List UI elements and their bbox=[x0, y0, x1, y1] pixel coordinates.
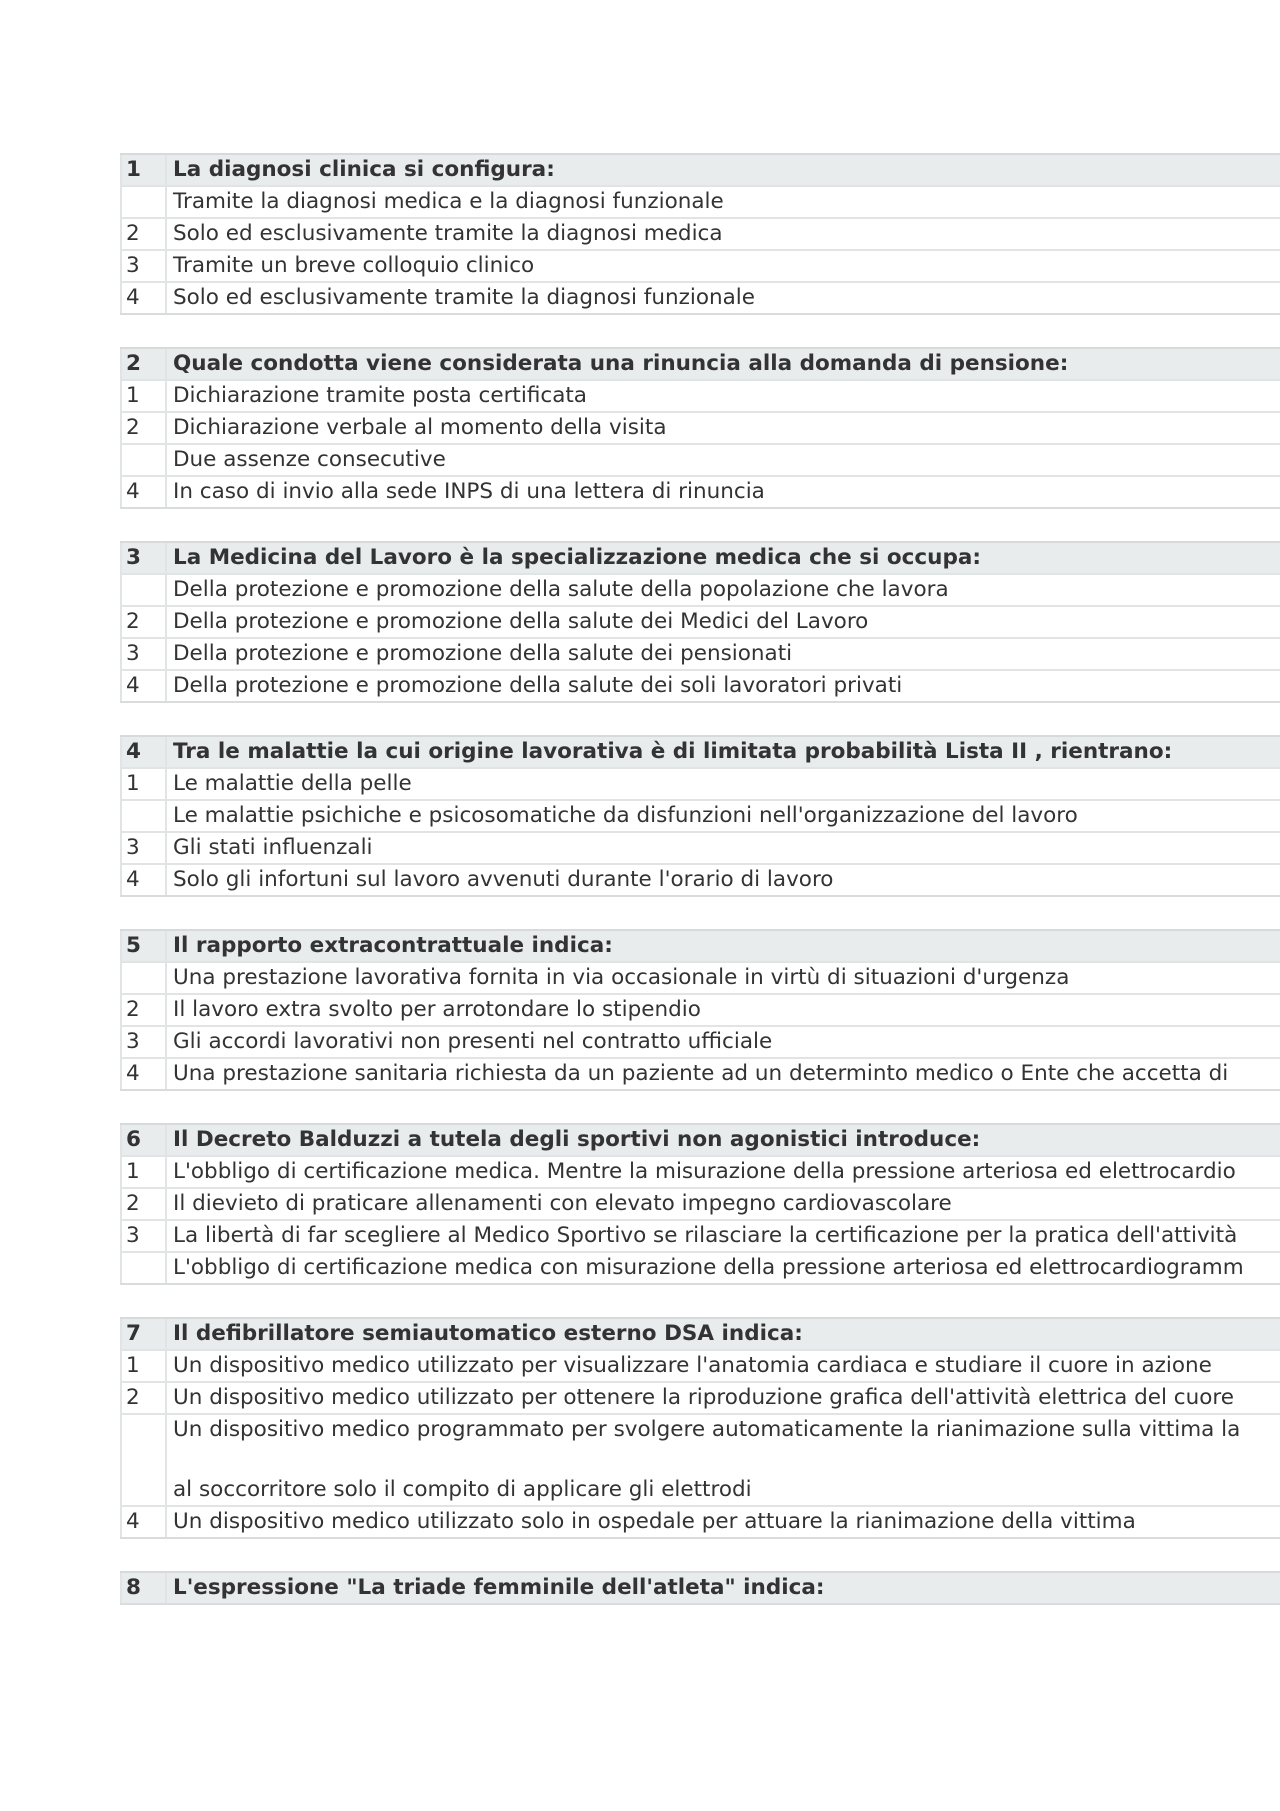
answer-text: Un dispositivo medico utilizzato solo in ospedale per attuare la rianimazione della vittima bbox=[173, 1509, 1136, 1534]
answer-row bbox=[120, 831, 1280, 863]
answer-text: Gli stati influenzali bbox=[173, 835, 373, 860]
answer-row bbox=[120, 1187, 1280, 1219]
block-spacer bbox=[120, 897, 1280, 929]
answer-row bbox=[120, 573, 1280, 605]
question-title: La diagnosi clinica si configura: bbox=[173, 157, 555, 182]
question-title: Tra le malattie la cui origine lavorativa è di limitata probabilità Lista II , rientrano: bbox=[173, 739, 1173, 764]
answer-number bbox=[120, 187, 167, 217]
answer-number: 3 bbox=[120, 639, 167, 669]
question-header bbox=[120, 735, 1280, 767]
answer-number bbox=[120, 963, 167, 993]
question-number: 3 bbox=[120, 543, 167, 573]
answer-row bbox=[120, 637, 1280, 669]
answer-number: 2 bbox=[120, 1383, 167, 1413]
answer-text: Una prestazione lavorativa fornita in via occasionale in virtù di situazioni d'urgenza bbox=[173, 965, 1070, 990]
answer-row bbox=[120, 1381, 1280, 1413]
answer-text: La libertà di far scegliere al Medico Sportivo se rilasciare la certificazione per la pratica dell'attività bbox=[173, 1223, 1238, 1248]
answer-number: 1 bbox=[120, 1351, 167, 1381]
answer-number: 2 bbox=[120, 995, 167, 1025]
answer-text: Una prestazione sanitaria richiesta da un paziente ad un determinto medico o Ente che accetta di bbox=[173, 1061, 1229, 1086]
question-title: Il defibrillatore semiautomatico esterno DSA indica: bbox=[173, 1321, 803, 1346]
answer-row bbox=[120, 961, 1280, 993]
question-header bbox=[120, 1317, 1280, 1349]
answer-number: 3 bbox=[120, 833, 167, 863]
answer-text: Gli accordi lavorativi non presenti nel contratto ufficiale bbox=[173, 1029, 773, 1054]
answer-text: Un dispositivo medico utilizzato per visualizzare l'anatomia cardiaca e studiare il cuore in azione bbox=[173, 1353, 1212, 1378]
answer-text bbox=[167, 1415, 1280, 1505]
answer-text: Il dievieto di praticare allenamenti con elevato impegno cardiovascolare bbox=[173, 1191, 952, 1216]
question-number: 7 bbox=[120, 1319, 167, 1349]
answer-number: 2 bbox=[120, 1189, 167, 1219]
answer-row bbox=[120, 863, 1280, 895]
answer-row bbox=[120, 475, 1280, 507]
block-spacer bbox=[120, 703, 1280, 735]
answer-number: 1 bbox=[120, 381, 167, 411]
answer-number bbox=[120, 575, 167, 605]
answer-number: 4 bbox=[120, 1059, 167, 1089]
answer-number bbox=[120, 1253, 167, 1283]
answer-text: Della protezione e promozione della salute dei Medici del Lavoro bbox=[173, 609, 869, 634]
question-title: L'espressione "La triade femminile dell'atleta" indica: bbox=[173, 1575, 825, 1600]
answer-text: Dichiarazione tramite posta certificata bbox=[173, 383, 587, 408]
question-block-5 bbox=[120, 929, 1280, 1091]
answer-number: 3 bbox=[120, 251, 167, 281]
question-header bbox=[120, 1123, 1280, 1155]
question-number: 4 bbox=[120, 737, 167, 767]
answer-text: L'obbligo di certificazione medica. Mentre la misurazione della pressione arteriosa ed elettrocardio bbox=[173, 1159, 1236, 1184]
block-spacer bbox=[120, 509, 1280, 541]
answer-number: 4 bbox=[120, 283, 167, 313]
answer-row bbox=[120, 1155, 1280, 1187]
answer-row bbox=[120, 605, 1280, 637]
answer-row bbox=[120, 249, 1280, 281]
answer-row bbox=[120, 1025, 1280, 1057]
answer-text-line-2: al soccorritore solo il compito di applicare gli elettrodi bbox=[173, 1477, 752, 1502]
answer-text: Un dispositivo medico utilizzato per ottenere la riproduzione grafica dell'attività elettrica del cuore bbox=[173, 1385, 1234, 1410]
answer-text: Della protezione e promozione della salute dei pensionati bbox=[173, 641, 793, 666]
question-header bbox=[120, 541, 1280, 573]
block-spacer bbox=[120, 1285, 1280, 1317]
answer-number: 2 bbox=[120, 413, 167, 443]
block-spacer bbox=[120, 1539, 1280, 1571]
answer-number: 2 bbox=[120, 607, 167, 637]
answer-text: Solo ed esclusivamente tramite la diagnosi medica bbox=[173, 221, 723, 246]
question-number: 1 bbox=[120, 155, 167, 185]
answer-text: Tramite un breve colloquio clinico bbox=[173, 253, 535, 278]
answer-row bbox=[120, 1413, 1280, 1505]
answer-text: Tramite la diagnosi medica e la diagnosi funzionale bbox=[173, 189, 724, 214]
answer-text-line-1: Un dispositivo medico programmato per svolgere automaticamente la rianimazione sulla vittima la bbox=[173, 1417, 1241, 1442]
question-title: La Medicina del Lavoro è la specializzazione medica che si occupa: bbox=[173, 545, 981, 570]
answer-number bbox=[120, 801, 167, 831]
answer-text: Solo ed esclusivamente tramite la diagnosi funzionale bbox=[173, 285, 755, 310]
answer-text: Della protezione e promozione della salute della popolazione che lavora bbox=[173, 577, 949, 602]
question-number: 6 bbox=[120, 1125, 167, 1155]
answer-number: 1 bbox=[120, 769, 167, 799]
question-block-3 bbox=[120, 541, 1280, 703]
answer-text: Le malattie della pelle bbox=[173, 771, 412, 796]
answer-row bbox=[120, 217, 1280, 249]
question-block-2 bbox=[120, 347, 1280, 509]
question-header bbox=[120, 347, 1280, 379]
answer-row bbox=[120, 185, 1280, 217]
question-number: 5 bbox=[120, 931, 167, 961]
answer-number: 4 bbox=[120, 671, 167, 701]
question-sheet bbox=[120, 153, 1280, 1605]
answer-number: 2 bbox=[120, 219, 167, 249]
question-title: Il Decreto Balduzzi a tutela degli sportivi non agonistici introduce: bbox=[173, 1127, 981, 1152]
question-block-1 bbox=[120, 153, 1280, 315]
answer-text: L'obbligo di certificazione medica con misurazione della pressione arteriosa ed elettrocardiogramm bbox=[173, 1255, 1244, 1280]
answer-row bbox=[120, 767, 1280, 799]
question-title: Il rapporto extracontrattuale indica: bbox=[173, 933, 613, 958]
question-header bbox=[120, 929, 1280, 961]
answer-row bbox=[120, 443, 1280, 475]
answer-text: Due assenze consecutive bbox=[173, 447, 446, 472]
answer-text: Dichiarazione verbale al momento della visita bbox=[173, 415, 667, 440]
question-header bbox=[120, 1571, 1280, 1603]
answer-number: 4 bbox=[120, 865, 167, 895]
block-spacer bbox=[120, 315, 1280, 347]
answer-text: Le malattie psichiche e psicosomatiche da disfunzioni nell'organizzazione del lavoro bbox=[173, 803, 1078, 828]
question-block-6 bbox=[120, 1123, 1280, 1285]
answer-row bbox=[120, 669, 1280, 701]
answer-number: 3 bbox=[120, 1027, 167, 1057]
block-spacer bbox=[120, 1091, 1280, 1123]
answer-row bbox=[120, 1251, 1280, 1283]
answer-number: 1 bbox=[120, 1157, 167, 1187]
answer-row bbox=[120, 1505, 1280, 1537]
answer-text: Il lavoro extra svolto per arrotondare lo stipendio bbox=[173, 997, 701, 1022]
answer-row bbox=[120, 1057, 1280, 1089]
question-block-8 bbox=[120, 1571, 1280, 1605]
question-header bbox=[120, 153, 1280, 185]
question-block-4 bbox=[120, 735, 1280, 897]
answer-row bbox=[120, 1349, 1280, 1381]
answer-row bbox=[120, 411, 1280, 443]
answer-row bbox=[120, 379, 1280, 411]
answer-number: 3 bbox=[120, 1221, 167, 1251]
answer-number: 4 bbox=[120, 477, 167, 507]
answer-row bbox=[120, 993, 1280, 1025]
answer-text: Solo gli infortuni sul lavoro avvenuti durante l'orario di lavoro bbox=[173, 867, 834, 892]
question-number: 8 bbox=[120, 1573, 167, 1603]
answer-row bbox=[120, 799, 1280, 831]
answer-number bbox=[120, 1415, 167, 1505]
answer-text: In caso di invio alla sede INPS di una lettera di rinuncia bbox=[173, 479, 765, 504]
question-number: 2 bbox=[120, 349, 167, 379]
answer-row bbox=[120, 281, 1280, 313]
answer-number bbox=[120, 445, 167, 475]
answer-text: Della protezione e promozione della salute dei soli lavoratori privati bbox=[173, 673, 903, 698]
question-title: Quale condotta viene considerata una rinuncia alla domanda di pensione: bbox=[173, 351, 1069, 376]
answer-number: 4 bbox=[120, 1507, 167, 1537]
question-block-7 bbox=[120, 1317, 1280, 1539]
answer-row bbox=[120, 1219, 1280, 1251]
